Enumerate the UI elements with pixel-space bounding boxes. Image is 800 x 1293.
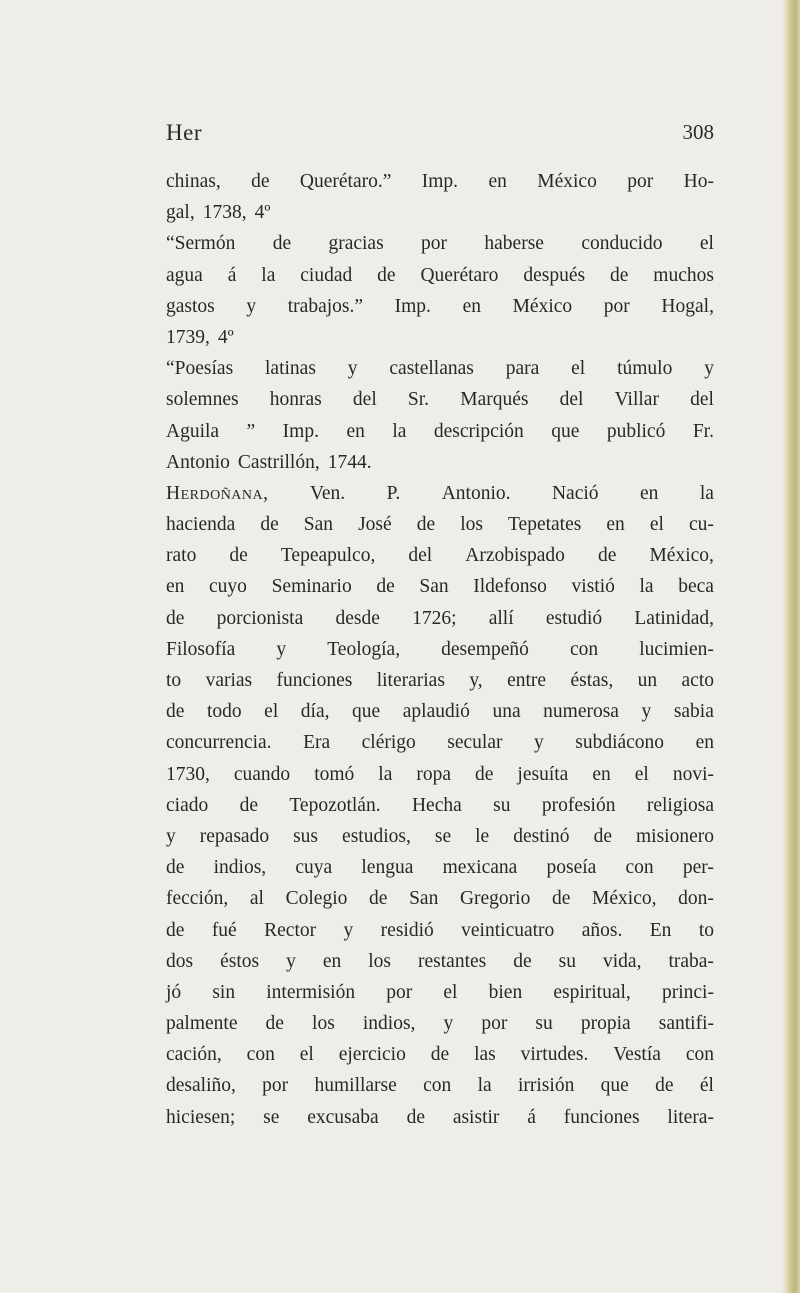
word: en [606,514,625,536]
word: la [392,420,407,442]
word: misionero [636,825,714,847]
word: Antonio. [441,482,511,504]
word: excusaba [307,1106,379,1128]
word: Imp. [421,171,459,192]
word: y [276,638,287,660]
word: to [166,670,182,691]
word: con [246,1044,275,1066]
word: Latinidad, [634,607,714,629]
text-line [166,384,714,415]
text-line [166,1070,714,1101]
text-line [166,883,714,914]
word: estudió [545,607,603,629]
text-line [166,1039,714,1070]
word: Era [303,732,331,754]
word: Gregorio [459,888,531,910]
word: de [166,857,185,879]
text-line [166,696,714,727]
word: publicó [606,420,666,442]
word: de [430,1044,450,1066]
word: México [512,295,573,317]
word: Hecha [411,794,462,816]
word: porcionista [216,607,304,629]
word: funciones [563,1106,640,1128]
word: México [537,171,597,192]
word: repasado [199,825,270,847]
word: que [600,1075,629,1097]
word: San [303,514,334,536]
word: Vestía [613,1044,661,1066]
word: desempeñó [441,638,529,660]
word: de [377,264,396,286]
word: fué [211,919,237,941]
text-line [166,166,714,197]
word: éstas, [570,670,614,691]
word: en [639,482,659,504]
text-line [166,228,714,259]
text-line [166,665,714,696]
word: en [592,763,611,785]
word: mexicana [442,857,518,879]
word: 4º [217,326,234,348]
word: gal, [166,202,195,224]
word: Fr. [692,420,714,442]
word: por [481,1013,508,1035]
word: destinó [513,825,570,847]
word: ropa [416,763,452,785]
word: varias [205,670,253,691]
word: cuya [295,857,333,879]
word: los [368,950,392,972]
word: subdiácono [575,732,665,754]
word: de [475,763,494,785]
text-line [166,322,714,353]
word: profesión [541,794,616,816]
text-line [166,852,714,883]
word: su [535,1013,553,1035]
word: ejercicio [338,1044,406,1066]
word: Arzobispado [465,545,565,567]
word: agua [166,264,203,286]
word: residió [380,919,434,941]
word: “Sermón [166,233,236,255]
word: de [229,545,248,567]
word: secular [447,732,503,754]
text-line [166,1008,714,1039]
text-line [166,509,714,540]
word: Imp. [282,420,319,442]
word: castellanas [389,358,474,380]
word: numerosa [543,701,619,723]
text-line [166,821,714,852]
word: Teología, [327,638,401,660]
word: Hogal, [661,295,714,317]
word: funciones [276,670,353,691]
word: Tepetates [508,514,582,536]
word: gastos [166,295,215,317]
word: Castrillón, [237,451,320,473]
word: las [474,1044,496,1066]
word: irrisión [517,1075,575,1097]
text-line [166,634,714,665]
text-line [166,571,714,602]
word: y, [469,670,483,691]
word: en [346,420,365,442]
entry-heading: Herdoñana, [166,482,269,504]
word: lengua [361,857,414,879]
word: desde [335,607,380,629]
word: traba- [668,950,714,972]
word: de [598,545,617,567]
word: el [699,233,714,255]
word: clérigo [361,732,416,754]
word: Ildefonso [473,576,547,598]
body-text [166,166,714,1133]
word: se [434,825,452,847]
word: Nació [551,482,599,504]
text-line [166,447,714,478]
word: José [358,514,392,536]
word: fección, [166,888,229,910]
word: solemnes [166,389,239,411]
word: éstos [220,950,260,972]
word: día, [300,701,330,723]
word: México, [649,545,714,567]
word: á [527,1106,536,1128]
word: lucimien- [639,638,714,660]
text-line [166,291,714,322]
word: Querétaro [420,264,499,286]
word: á [227,264,237,286]
word: los [312,1013,335,1035]
word: México, [592,888,657,910]
word: de [609,264,629,286]
word: literarias [376,670,445,691]
word: Aguila [166,420,220,442]
word: de [513,950,532,972]
word: con [423,1075,452,1097]
text-line [166,790,714,821]
word: en [166,576,185,598]
word: y [246,295,257,317]
word: 1730, [166,763,210,785]
word: espiritual, [553,981,631,1003]
word: al [249,888,264,910]
word: y [286,950,296,972]
word: la [699,482,714,504]
word: chinas, [166,171,221,192]
word: tomó [314,763,355,785]
word: poseía [546,857,597,879]
word: descripción [433,420,524,442]
word: cuyo [209,576,247,598]
word: Imp. [394,295,431,317]
word: 1726; [412,607,457,629]
word: restantes [418,950,487,972]
word: su [558,950,576,972]
word: de [376,576,395,598]
word: por [262,1075,289,1097]
word: indios, [213,857,267,879]
word: desaliño, [166,1075,236,1097]
page-number: 308 [682,120,714,144]
word: cación, [166,1044,222,1066]
word: religiosa [646,794,714,816]
word: gracias [328,233,384,255]
word: de [593,825,612,847]
word: del [352,389,377,411]
text-line [166,353,714,384]
word: en [695,732,714,754]
word: los [460,514,483,536]
word: para [505,358,540,380]
text-line [166,1102,714,1133]
word: se [263,1106,280,1128]
word: En [649,919,672,941]
word: con [569,638,599,660]
word: que [352,701,381,723]
word: en [462,295,481,317]
word: la [639,576,654,598]
word: 1738, [202,202,247,224]
word: cu- [688,514,714,536]
text-line [166,260,714,291]
word: ciado [166,794,209,816]
word: el [571,358,586,380]
word: años. [581,919,623,941]
word: de [655,1075,674,1097]
word: de [166,919,185,941]
word: haberse [484,233,544,255]
word: concurrencia. [166,732,272,754]
word: sus [293,825,319,847]
word: Sr. [407,389,430,411]
word: de [260,514,279,536]
word: de [552,888,571,910]
word: del [690,389,714,411]
word: palmente [166,1013,238,1035]
word: San [419,576,449,598]
word: le [475,825,490,847]
word: aplaudió [402,701,470,723]
word: princi- [661,981,714,1003]
word: Seminario [271,576,352,598]
word: después [523,264,586,286]
word: beca [678,576,714,598]
word: por [386,981,413,1003]
word: y [533,732,544,754]
word: asistir [452,1106,500,1128]
text-line [166,915,714,946]
word: Querétaro.” [299,171,392,192]
word: per- [682,857,714,879]
text-line [166,197,714,228]
word: la [261,264,276,286]
word: el [649,514,664,536]
word: “Poesías [166,358,234,380]
word: indios, [362,1013,416,1035]
word: ” [246,420,256,442]
word: honras [269,389,322,411]
word: el [299,1044,314,1066]
word: allí [488,607,514,629]
word: San [409,888,439,910]
word: de [251,171,270,192]
word: humillarse [314,1075,397,1097]
word: del [559,389,584,411]
word: conducido [581,233,663,255]
word: el [443,981,458,1003]
word: propia [580,1013,631,1035]
word: veinticuatro [461,919,555,941]
text-line [166,977,714,1008]
page-edge-discoloration [782,0,800,1293]
word: túmulo [617,358,673,380]
word: hiciesen; [166,1106,236,1128]
word: vistió [571,576,615,598]
word: Tepeapulco, [280,545,376,567]
word: 4º [254,202,271,224]
word: Colegio [285,888,348,910]
word: latinas [265,358,316,380]
word: sabia [673,701,714,723]
word: rato [166,545,197,567]
text-line [166,478,714,509]
word: por [421,233,448,255]
word: un [637,670,658,691]
text-line [166,946,714,977]
word: 1739, [166,326,210,348]
word: Rector [264,919,317,941]
word: 1744. [327,451,372,473]
word: todo [206,701,242,723]
word: y [166,825,176,847]
word: su [493,794,511,816]
page-header [166,120,714,150]
word: de [406,1106,425,1128]
word: en [322,950,342,972]
word: muchos [653,264,714,286]
word: de [166,701,185,723]
word: Tepozotlán. [289,794,381,816]
word: vida, [603,950,642,972]
word: con [625,857,654,879]
word: intermisión [266,981,356,1003]
word: don- [678,888,714,910]
word: una [492,701,521,723]
word: del [408,545,433,567]
text-line [166,727,714,758]
word: Ho- [683,171,714,192]
word: to [698,919,714,941]
word: sin [212,981,236,1003]
word: de [272,233,292,255]
word: virtudes. [520,1044,589,1066]
word: acto [681,670,714,691]
word: y [641,701,652,723]
word: novi- [672,763,714,785]
word: P. [386,482,401,504]
word: de [166,607,185,629]
word: por [627,171,654,192]
word: jó [166,981,182,1003]
word: el [634,763,649,785]
word: la [378,763,393,785]
word: que [551,420,580,442]
word: Marqués [460,389,529,411]
word: y [343,919,354,941]
word: de [265,1013,284,1035]
word: la [477,1075,492,1097]
word: el [264,701,279,723]
word: hacienda [166,514,236,536]
word: entre [507,670,547,691]
word: Ven. [309,482,346,504]
word: en [488,171,507,192]
word: santifi- [658,1013,714,1035]
word: Antonio [166,451,230,473]
word: de [416,514,436,536]
word: con [685,1044,714,1066]
word: él [699,1075,714,1097]
word: bien [488,981,523,1003]
word: y [704,358,714,380]
running-head: Her [166,120,202,145]
word: dos [166,950,194,972]
word: jesuíta [517,763,569,785]
word: estudios, [342,825,411,847]
word: Filosofía [166,638,236,660]
word: cuando [233,763,291,785]
text-line [166,603,714,634]
word: de [369,888,388,910]
text-line [166,540,714,571]
text-line [166,416,714,447]
word: y [347,358,358,380]
word: de [239,794,258,816]
word: trabajos.” [287,295,364,317]
word: ciudad [300,264,353,286]
word: Villar [614,389,659,411]
text-line [166,759,714,790]
word: y [443,1013,454,1035]
word: por [603,295,630,317]
word: litera- [667,1106,714,1128]
